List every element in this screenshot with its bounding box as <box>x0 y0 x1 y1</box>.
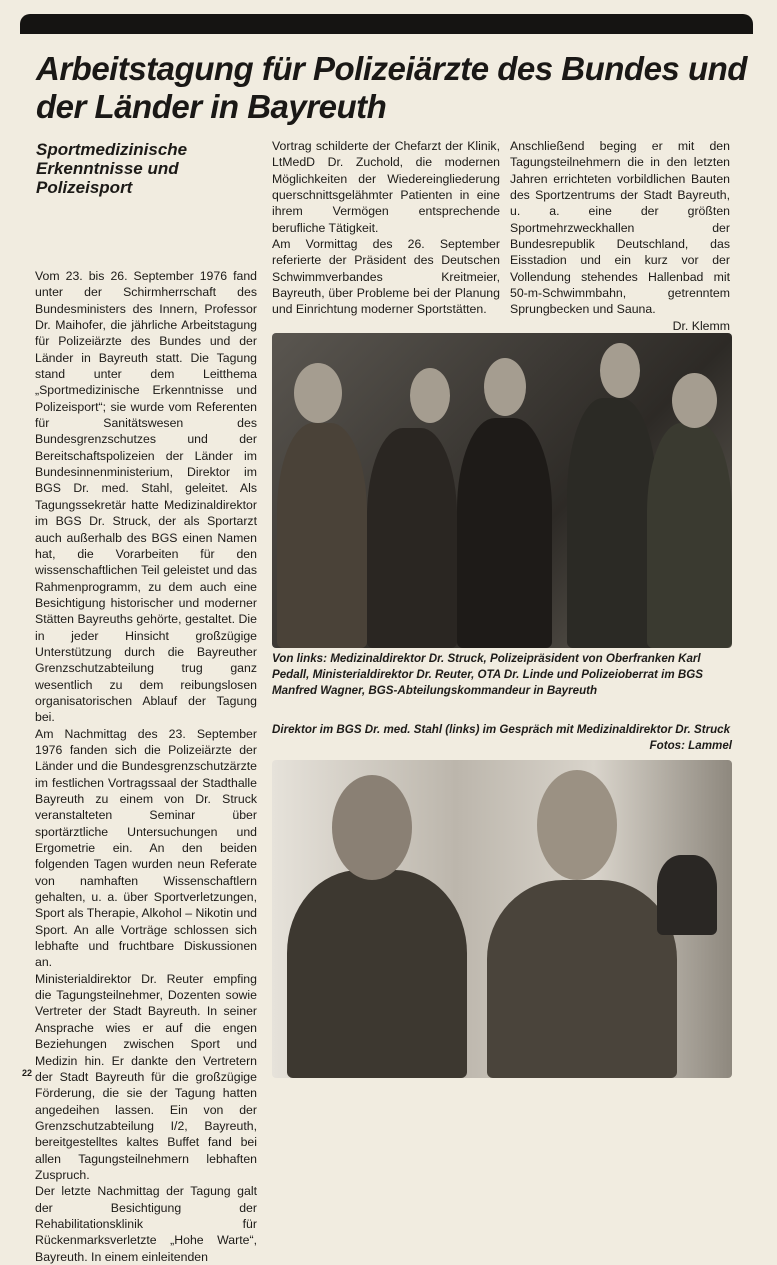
page-number: 22 <box>22 1068 33 1078</box>
header-bar <box>20 14 753 34</box>
paragraph: Anschließend beging er mit den Tagungsteilnehmern die in den letzten Jahren errichteten vorbildlichen Bauten des Sportzentrums der Stadt Bayreuth, u. a. eine der größten Sportmehrzweckhallen der Bundesrepublik Deutschland, das Eisstadion und ein kurz vor der Vollendung stehendes Hallenbad mit 50-m-Schwimmbahn, getrenntem Sprungbecken und Sauna. <box>510 139 730 317</box>
paragraph: Am Vormittag des 26. September referierte der Präsident des Deutschen Schwimmverbandes Kreitmeier, Bayreuth, über Probleme bei der Planung und Einrichtung moderner Sportstätten. <box>272 237 500 317</box>
photo-conversation <box>272 760 732 1078</box>
column-3 <box>510 138 730 334</box>
paragraph: Der letzte Nachmittag der Tagung galt der Besichtigung der Rehabilitationsklinik für Rückenmarksverletzte „Hohe Warte“, Bayreuth. In einem einleitenden <box>35 1184 257 1264</box>
column-1 <box>35 268 257 1265</box>
column-2 <box>272 138 500 318</box>
article-subtitle: Sportmedizinische Erkenntnisse und Polizeisport <box>36 140 188 197</box>
paragraph: Vortrag schilderte der Chefarzt der Klinik, LtMedD Dr. Zuchold, die modernen Möglichkeiten der Wiedereingliederung querschnittsgelähmter Patienten in eine ihrem Vermögen entsprechende berufliche Tätigkeit. <box>272 139 500 235</box>
photo-group-officials <box>272 333 732 648</box>
paragraph: Ministerialdirektor Dr. Reuter empfing die Tagungsteilnehmer, Dozenten sowie Vertreter der Stadt Bayreuth. In seiner Ansprache wies er auf die engen Beziehungen zwischen Sport und Medizin hin. Er dankte den Vertretern der Stadt Bayreuth für die großzügige Förderung, die sie der Tagung hatten angedeihen lassen. Ein von der Grenzschutzabteilung I/2, Bayreuth, bereitgestelltes kaltes Buffet fand bei allen Tagungsteilnehmern lebhaften Zuspruch. <box>35 971 257 1182</box>
author-signature: Dr. Klemm <box>672 318 730 333</box>
caption-text: Direktor im BGS Dr. med. Stahl (links) im Gespräch mit Medizinaldirektor Dr. Struck <box>272 723 731 736</box>
photo-caption-2 <box>272 722 732 754</box>
paragraph: Vom 23. bis 26. September 1976 fand unter der Schirmherrschaft des Bundesministers des Innern, Professor Dr. Maihofer, die jährliche Arbeitstagung für Polizeiärzte des Bundes und der Länder in Bayreuth statt. Die Tagung stand unter dem Leitthema „Sportmedizinische Erkenntnisse und Polizeisport“; sie wurde vom Referenten für Sanitätswesen des Bundesgrenzschutzes und der Bereitschaftspolizeien der Länder im Bundesinnenministerium, Direktor im BGS Dr. med. Stahl, geleitet. Als Tagungssekretär hatte Medizinaldirektor im BGS Dr. Struck, der als Sportarzt auch außerhalb des BGS einen Namen hat, die Vorarbeiten für den wissenschaftlichen Teil geleistet und das Rahmenprogramm, zu dem auch eine Besichtigung historischer und moderner Stätten Bayreuths gehörte, gestaltet. Die in jeder Hinsicht großzügige Unterstützung durch die Bayreuther Grenzschutzabteilung trug ganz wesentlich zu dem reibungslosen organisatorischen Ablauf der Tagung bei. <box>35 269 257 725</box>
paragraph: Am Nachmittag des 23. September 1976 fanden sich die Polizeiärzte der Länder und die Bundesgrenzschutzärzte im festlichen Vortragssaal der Stadthalle Bayreuth zu einem von Dr. Struck veranstalteten Seminar über sportärztliche Untersuchungen und Ergometrie ein. An den beiden folgenden Tagen wurden neun Referate von namhaften Wissenschaftlern gehalten, u. a. über Sportverletzungen, Sport als Therapie, Alkohol – Nikotin und Sport. An alle Vorträge schlossen sich lebhafte und fruchtbare Diskussionen an. <box>35 726 257 970</box>
article-title: Arbeitstagung für Polizeiärzte des Bundes und der Länder in Bayreuth <box>36 50 747 125</box>
photo-caption-1: Von links: Medizinaldirektor Dr. Struck, Polizeipräsident von Oberfranken Karl Pedall, Ministerialdirektor Dr. Reuter, OTA Dr. Linde und Polizeioberrat im BGS Manfred Wagner, BGS-Abteilungskommandeur in Bayreuth <box>272 652 703 697</box>
photo-credit: Fotos: Lammel <box>649 739 732 752</box>
